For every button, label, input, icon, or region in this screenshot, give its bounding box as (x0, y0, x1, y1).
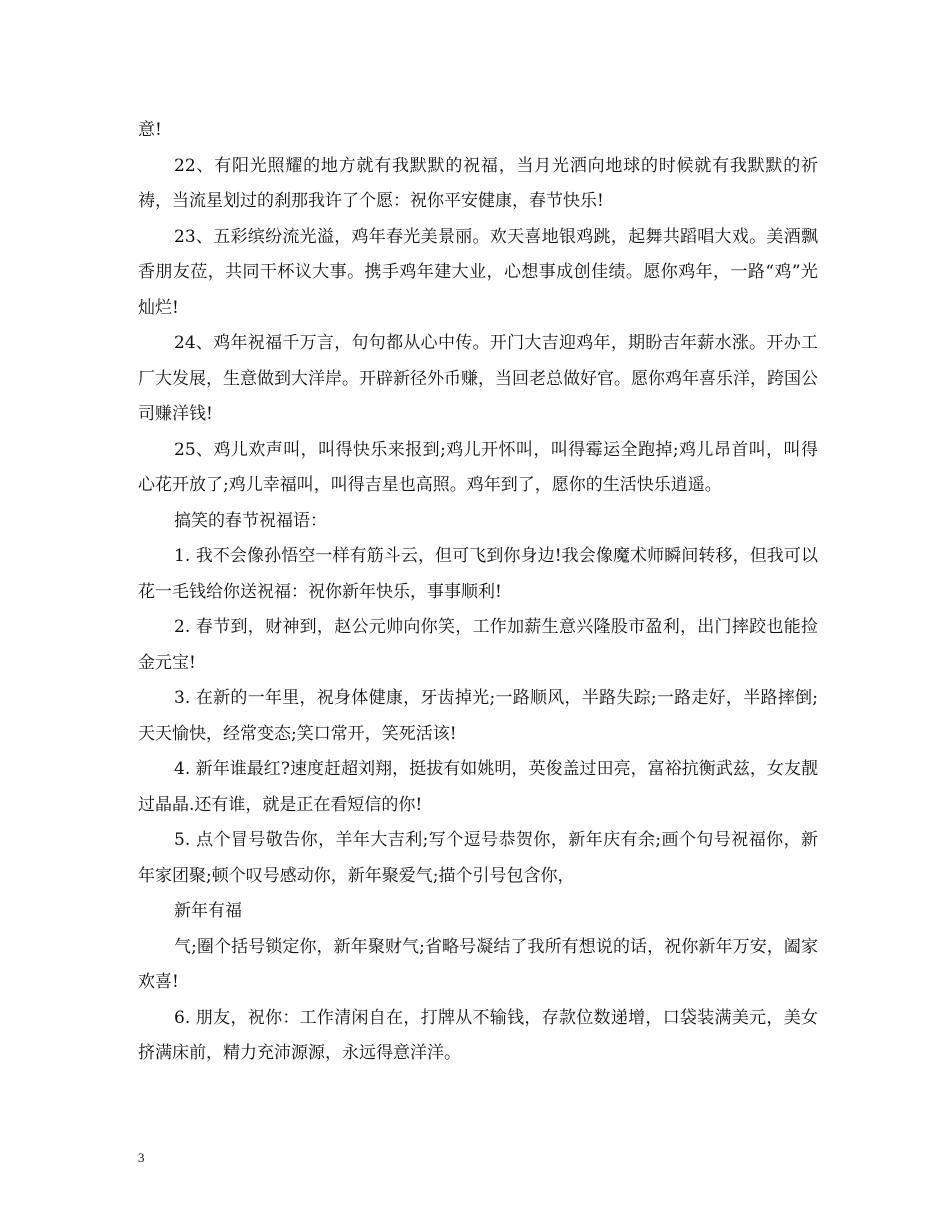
list-item: 5. 点个冒号敬告你，羊年大吉利;写个逗号恭贺你，新年庆有余;画个句号祝福你，新年家团聚;顿个叹号感动你，新年聚爱气;描个引号包含你， (138, 830, 818, 886)
paragraph: 22、有阳光照耀的地方就有我默默的祝福，当月光洒向地球的时候就有我默默的祈祷，当流星划过的刹那我许了个愿：祝你平安健康，春节快乐! (138, 155, 818, 211)
section-heading: 搞笑的春节祝福语： (174, 510, 327, 531)
paragraph: 意! (138, 120, 162, 140)
document-body (138, 113, 818, 1072)
paragraph: 新年有福 (174, 901, 242, 921)
page-number: 3 (138, 1150, 145, 1165)
list-item: 1. 我不会像孙悟空一样有筋斗云，但可飞到你身边!我会像魔术师瞬间转移，但我可以花一毛钱给你送祝福：祝你新年快乐，事事顺利! (138, 546, 818, 602)
paragraph: 25、鸡儿欢声叫，叫得快乐来报到;鸡儿开怀叫，叫得霉运全跑掉;鸡儿昂首叫，叫得心花开放了;鸡儿幸福叫，叫得吉星也高照。鸡年到了，愿你的生活快乐逍遥。 (138, 439, 818, 495)
paragraph: 24、鸡年祝福千万言，句句都从心中传。开门大吉迎鸡年，期盼吉年薪水涨。开办工厂大发展，生意做到大洋岸。开辟新径外币赚，当回老总做好官。愿你鸡年喜乐洋，跨国公司赚洋钱! (138, 333, 818, 424)
list-item: 3. 在新的一年里，祝身体健康，牙齿掉光;一路顺风，半路失踪;一路走好，半路摔倒;天天愉快，经常变态;笑口常开，笑死活该! (138, 688, 818, 744)
paragraph: 气;圈个括号锁定你，新年聚财气;省略号凝结了我所有想说的话，祝你新年万安，阖家欢喜! (138, 936, 818, 992)
list-item: 4. 新年谁最红?速度赶超刘翔，挺拔有如姚明，英俊盖过田亮，富裕抗衡武兹，女友靓过晶晶.还有谁，就是正在看短信的你! (138, 759, 818, 815)
list-item: 2. 春节到，财神到，赵公元帅向你笑，工作加薪生意兴隆股市盈利，出门摔跤也能捡金元宝! (138, 617, 818, 673)
list-item: 6. 朋友，祝你：工作清闲自在，打牌从不输钱，存款位数递增，口袋装满美元，美女挤满床前，精力充沛源源，永远得意洋洋。 (138, 1007, 818, 1063)
paragraph: 23、五彩缤纷流光溢，鸡年春光美景丽。欢天喜地银鸡跳，起舞共蹈唱大戏。美酒飘香朋友莅，共同干杯议大事。携手鸡年建大业，心想事成创佳绩。愿你鸡年，一路“鸡”光灿烂! (138, 226, 818, 318)
